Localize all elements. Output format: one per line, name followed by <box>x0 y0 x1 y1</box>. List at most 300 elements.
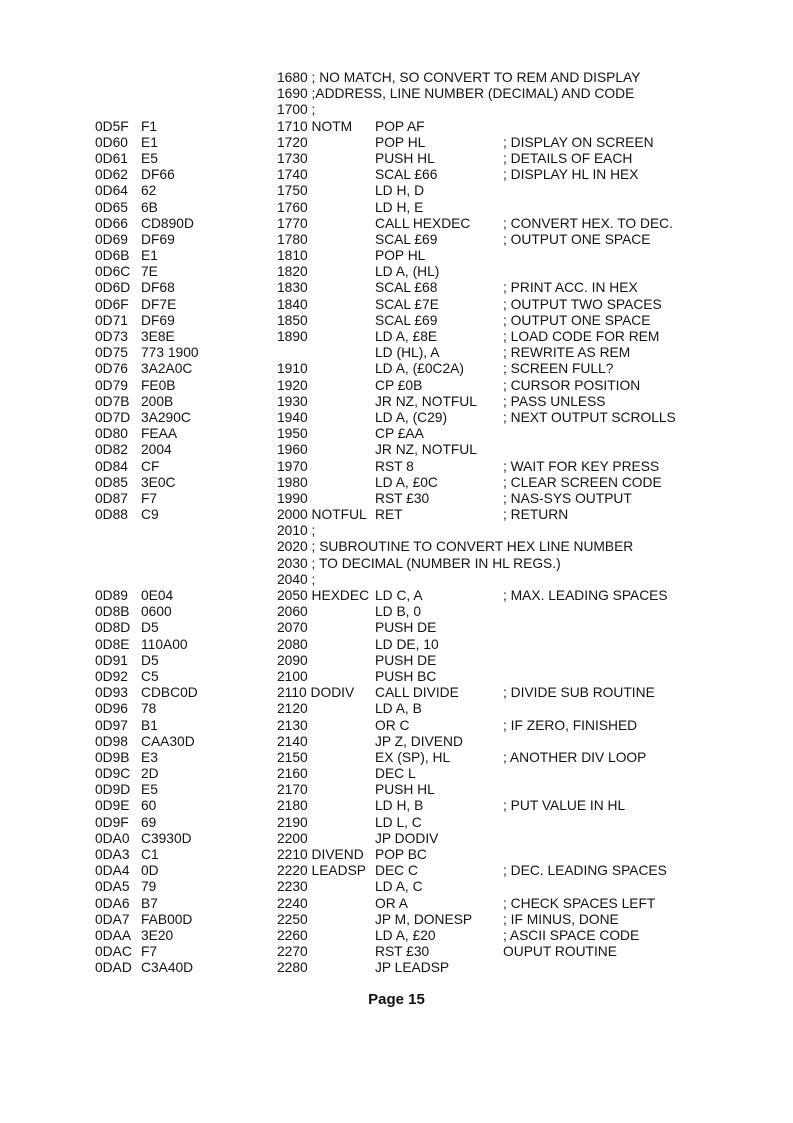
instruction-cell: LD H, E <box>375 199 424 215</box>
comment-cell: ; CLEAR SCREEN CODE <box>503 474 662 490</box>
instruction-cell: LD A, C <box>375 879 423 895</box>
listing-row <box>0 151 793 167</box>
instruction-cell: POP HL <box>375 134 426 150</box>
address-cell: 0D96 <box>95 701 128 717</box>
listing-row <box>0 200 793 216</box>
instruction-cell: LD A, £0C <box>375 474 438 490</box>
address-cell: 0D8B <box>95 604 130 620</box>
line-number-cell <box>277 264 308 280</box>
line-number: 1760 <box>277 199 308 215</box>
instruction-cell: PUSH HL <box>375 150 435 166</box>
machine-code-cell: 110A00 <box>141 636 188 652</box>
machine-code-cell: 200B <box>141 393 174 409</box>
machine-code-cell: CDBC0D <box>141 685 198 701</box>
line-number-cell <box>277 863 366 879</box>
line-number-cell <box>277 782 308 798</box>
comment-cell: ; IF MINUS, DONE <box>503 911 619 927</box>
machine-code-cell: CAA30D <box>141 733 195 749</box>
address-cell: 0D60 <box>95 134 128 150</box>
address-cell: 0DA5 <box>95 879 130 895</box>
instruction-cell: OR A <box>375 895 408 911</box>
machine-code-cell: F1 <box>141 118 158 134</box>
instruction-cell: PUSH DE <box>375 652 437 668</box>
instruction-cell: DEC C <box>375 863 418 879</box>
address-cell: 0D9D <box>95 782 131 798</box>
line-number-cell <box>277 183 308 199</box>
machine-code-cell: 0D <box>141 863 159 879</box>
address-cell: 0D87 <box>95 490 128 506</box>
machine-code-cell: CF <box>141 458 160 474</box>
comment-cell: ; DEC. LEADING SPACES <box>503 863 667 879</box>
address-cell: 0D71 <box>95 312 128 328</box>
address-cell: 0DA0 <box>95 830 130 846</box>
address-cell: 0D62 <box>95 167 128 183</box>
line-number: 2060 <box>277 604 308 620</box>
line-number: 1830 <box>277 280 308 296</box>
line-number-cell <box>277 329 308 345</box>
machine-code-cell: 3A2A0C <box>141 361 193 377</box>
instruction-cell: LD (HL), A <box>375 345 440 361</box>
line-number: 1960 <box>277 442 308 458</box>
inline-comment-text: ; NO MATCH, SO CONVERT TO REM AND DISPLAY <box>307 70 641 85</box>
line-number-cell <box>277 556 561 572</box>
listing-row <box>0 685 793 701</box>
label-cell: LEADSP <box>307 863 366 879</box>
instruction-cell: RST £30 <box>375 944 430 960</box>
inline-comment-text: ;ADDRESS, LINE NUMBER (DECIMAL) AND CODE <box>307 86 635 102</box>
machine-code-cell: DF69 <box>141 312 175 328</box>
machine-code-cell: CD890D <box>141 215 194 231</box>
address-cell: 0D7D <box>95 409 131 425</box>
line-number: 1980 <box>277 474 308 490</box>
instruction-cell: RST £30 <box>375 490 430 506</box>
listing-row <box>0 378 793 394</box>
listing-row <box>0 345 793 361</box>
comment-cell: ; DETAILS OF EACH <box>503 150 633 166</box>
instruction-cell: POP HL <box>375 248 426 264</box>
line-number-cell <box>277 798 308 814</box>
listing-row <box>0 507 793 523</box>
line-number-cell <box>277 216 308 232</box>
line-number: 1700 <box>277 102 308 118</box>
instruction-cell: POP BC <box>375 847 427 862</box>
line-number: 2230 <box>277 879 308 895</box>
line-number: 2000 <box>277 507 308 523</box>
inline-comment-text: ; TO DECIMAL (NUMBER IN HL REGS.) <box>307 555 561 571</box>
line-number: 2010 <box>277 523 308 539</box>
instruction-cell: LD A, (£0C2A) <box>375 361 464 377</box>
machine-code-cell: 3E20 <box>141 927 174 943</box>
listing-row <box>0 928 793 944</box>
address-cell: 0D80 <box>95 426 128 442</box>
machine-code-cell: 79 <box>141 879 157 895</box>
line-number: 1950 <box>277 426 308 442</box>
line-number: 1940 <box>277 409 308 425</box>
listing-row <box>0 588 793 604</box>
machine-code-cell: E5 <box>141 782 158 798</box>
line-number-cell <box>277 701 308 717</box>
line-number-cell <box>277 313 308 329</box>
line-number-cell <box>277 232 308 248</box>
machine-code-cell: D5 <box>141 620 159 636</box>
machine-code-cell: 0600 <box>141 604 172 620</box>
address-cell: 0D84 <box>95 458 128 474</box>
machine-code-cell: F7 <box>141 944 158 960</box>
instruction-cell: SCAL £69 <box>375 312 438 328</box>
line-number: 2090 <box>277 652 308 668</box>
inline-comment-text: ; SUBROUTINE TO CONVERT HEX LINE NUMBER <box>307 539 634 555</box>
instruction-cell: LD B, 0 <box>375 604 422 620</box>
machine-code-cell: DF66 <box>141 167 175 183</box>
machine-code-cell: C3930D <box>141 830 192 846</box>
comment-cell: ; DIVIDE SUB ROUTINE <box>503 685 655 701</box>
listing-row <box>0 329 793 345</box>
instruction-cell: JP Z, DIVEND <box>375 733 463 749</box>
machine-code-cell: 3E0C <box>141 474 176 490</box>
listing-row <box>0 232 793 248</box>
line-number-cell <box>277 620 308 636</box>
address-cell: 0D6D <box>95 280 131 296</box>
instruction-cell: JP DODIV <box>375 830 439 846</box>
instruction-cell: CP £0B <box>375 377 423 393</box>
listing-row <box>0 701 793 717</box>
page-footer: Page 15 <box>368 991 425 1008</box>
listing-row <box>0 847 793 863</box>
comment-cell: ; OUTPUT ONE SPACE <box>503 231 651 247</box>
machine-code-cell: B1 <box>141 717 158 733</box>
address-cell: 0D8D <box>95 620 131 636</box>
machine-code-cell: D5 <box>141 652 159 668</box>
line-number: 2070 <box>277 620 308 636</box>
line-number-cell <box>277 119 352 135</box>
comment-cell: ; CONVERT HEX. TO DEC. <box>503 215 673 231</box>
listing-row <box>0 183 793 199</box>
machine-code-cell: C3A40D <box>141 960 194 976</box>
line-number-cell <box>277 394 308 410</box>
label-cell: DODIV <box>306 685 355 701</box>
comment-cell: ; RETURN <box>503 507 569 523</box>
address-cell: 0D85 <box>95 474 128 490</box>
listing-row <box>0 831 793 847</box>
listing-row <box>0 734 793 750</box>
comment-cell: ; DISPLAY ON SCREEN <box>503 134 654 150</box>
listing-row <box>0 572 793 588</box>
machine-code-cell: FEAA <box>141 426 178 442</box>
instruction-cell: JR NZ, NOTFUL <box>375 393 477 409</box>
instruction-cell: LD A, (HL) <box>375 264 440 280</box>
instruction-cell: CALL HEXDEC <box>375 215 471 231</box>
comment-cell: ; OUTPUT TWO SPACES <box>503 296 662 312</box>
address-cell: 0D7B <box>95 393 130 409</box>
line-number: 1840 <box>277 296 308 312</box>
line-number-cell <box>277 604 308 620</box>
listing-row <box>0 815 793 831</box>
line-number-cell <box>277 960 308 976</box>
line-number: 2170 <box>277 782 308 798</box>
comment-cell: ; PRINT ACC. IN HEX <box>503 280 638 296</box>
line-number: 1770 <box>277 215 308 231</box>
line-number: 1710 <box>277 118 308 134</box>
listing-row <box>0 896 793 912</box>
listing-row <box>0 718 793 734</box>
line-number-cell <box>277 410 308 426</box>
inline-comment-text: ; <box>307 523 316 539</box>
address-cell: 0D82 <box>95 442 128 458</box>
line-number: 2130 <box>277 717 308 733</box>
comment-cell: ; OUTPUT ONE SPACE <box>503 312 651 328</box>
machine-code-cell: E3 <box>141 749 158 765</box>
listing-row <box>0 361 793 377</box>
listing-row <box>0 669 793 685</box>
address-cell: 0D73 <box>95 329 128 344</box>
machine-code-cell: 6B <box>141 199 158 215</box>
line-number: 1910 <box>277 361 308 377</box>
comment-cell: ; IF ZERO, FINISHED <box>503 717 638 733</box>
address-cell: 0D9C <box>95 766 131 782</box>
address-cell: 0DAC <box>95 944 132 960</box>
listing-row <box>0 135 793 151</box>
machine-code-cell: DF68 <box>141 280 175 296</box>
address-cell: 0DA7 <box>95 911 130 927</box>
instruction-cell: SCAL £66 <box>375 167 438 183</box>
line-number-cell <box>277 750 308 766</box>
line-number: 2150 <box>277 749 308 765</box>
machine-code-cell: 62 <box>141 183 157 199</box>
line-number-cell <box>277 653 308 669</box>
line-number-cell <box>277 588 369 604</box>
machine-code-cell: C5 <box>141 668 159 684</box>
address-cell: 0D6B <box>95 248 130 264</box>
line-number: 1850 <box>277 312 308 328</box>
line-number: 2030 <box>277 555 308 571</box>
address-cell: 0D6C <box>95 264 131 280</box>
listing-row <box>0 766 793 782</box>
line-number-cell <box>277 896 308 912</box>
address-cell: 0D93 <box>95 685 128 701</box>
line-number: 2220 <box>277 863 308 879</box>
line-number-cell <box>277 944 308 960</box>
listing-row <box>0 620 793 636</box>
instruction-cell: LD H, B <box>375 798 424 814</box>
line-number: 2240 <box>277 895 308 911</box>
line-number-cell <box>277 151 308 167</box>
machine-code-cell: F7 <box>141 490 158 506</box>
line-number-cell <box>277 86 634 102</box>
line-number-cell <box>277 685 354 701</box>
line-number-cell <box>277 637 308 653</box>
listing-row <box>0 556 793 572</box>
comment-cell: ; WAIT FOR KEY PRESS <box>503 458 660 474</box>
comment-cell: ; DISPLAY HL IN HEX <box>503 167 639 183</box>
listing-row <box>0 523 793 539</box>
listing-row <box>0 119 793 135</box>
line-number: 2110 <box>277 685 307 701</box>
instruction-cell: LD A, £8E <box>375 329 438 344</box>
line-number-cell <box>277 766 308 782</box>
instruction-cell: LD A, B <box>375 701 422 717</box>
line-number: 1680 <box>277 70 308 85</box>
instruction-cell: SCAL £69 <box>375 231 438 247</box>
address-cell: 0D69 <box>95 231 128 247</box>
line-number: 2270 <box>277 944 308 960</box>
machine-code-cell: C9 <box>141 507 159 523</box>
machine-code-cell: DF7E <box>141 296 177 312</box>
instruction-cell: LD A, £20 <box>375 927 436 943</box>
instruction-cell: EX (SP), HL <box>375 749 451 765</box>
listing-row <box>0 798 793 814</box>
line-number: 2180 <box>277 798 308 814</box>
address-cell: 0D64 <box>95 183 128 199</box>
label-cell: NOTFUL <box>307 507 367 523</box>
address-cell: 0D97 <box>95 717 128 733</box>
listing-row <box>0 216 793 232</box>
address-cell: 0DA6 <box>95 895 130 911</box>
line-number-cell <box>277 361 308 377</box>
listing-row <box>0 782 793 798</box>
instruction-cell: RST 8 <box>375 458 414 474</box>
line-number-cell <box>277 459 308 475</box>
label-cell: NOTM <box>307 118 353 134</box>
instruction-cell: LD DE, 10 <box>375 636 439 652</box>
line-number-cell <box>277 248 308 264</box>
listing-row <box>0 248 793 264</box>
line-number-cell <box>277 539 633 555</box>
instruction-cell: CALL DIVIDE <box>375 685 459 701</box>
listing-row <box>0 750 793 766</box>
line-number: 2020 <box>277 539 308 555</box>
inline-comment-text: ; <box>307 102 316 118</box>
line-number-cell <box>277 572 315 588</box>
instruction-cell: LD A, (C29) <box>375 409 448 425</box>
instruction-cell: JP M, DONESP <box>375 911 473 927</box>
line-number: 2200 <box>277 830 308 846</box>
line-number-cell <box>277 831 308 847</box>
address-cell: 0D91 <box>95 652 128 668</box>
instruction-cell: SCAL £7E <box>375 296 439 312</box>
listing-row <box>0 442 793 458</box>
address-cell: 0D61 <box>95 150 128 166</box>
line-number-cell <box>277 912 308 928</box>
address-cell: 0DA3 <box>95 847 130 862</box>
machine-code-cell: E5 <box>141 150 158 166</box>
listing-row <box>0 960 793 976</box>
inline-comment-text: ; <box>307 571 316 587</box>
line-number-cell <box>277 507 367 523</box>
line-number-cell <box>277 102 315 118</box>
listing-row <box>0 653 793 669</box>
instruction-cell: LD C, A <box>375 588 423 603</box>
listing-row <box>0 410 793 426</box>
listing-row <box>0 297 793 313</box>
machine-code-cell: B7 <box>141 895 158 911</box>
line-number: 1890 <box>277 329 308 344</box>
line-number-cell <box>277 426 308 442</box>
address-cell: 0D66 <box>95 215 128 231</box>
line-number: 1750 <box>277 183 308 199</box>
instruction-cell: PUSH DE <box>375 620 437 636</box>
line-number-cell <box>277 280 308 296</box>
machine-code-cell: DF69 <box>141 231 175 247</box>
machine-code-cell: 2004 <box>141 442 172 458</box>
instruction-cell: JP LEADSP <box>375 960 450 976</box>
listing-row <box>0 637 793 653</box>
line-number: 2190 <box>277 814 308 830</box>
line-number: 2040 <box>277 571 308 587</box>
line-number: 1930 <box>277 393 308 409</box>
line-number-cell <box>277 847 364 863</box>
line-number: 2080 <box>277 636 308 652</box>
listing-row <box>0 539 793 555</box>
comment-cell: ; PUT VALUE IN HL <box>503 798 626 814</box>
address-cell: 0D9B <box>95 749 130 765</box>
line-number-cell <box>277 734 308 750</box>
line-number-cell <box>277 491 308 507</box>
listing-row <box>0 264 793 280</box>
listing-row <box>0 491 793 507</box>
listing-row <box>0 879 793 895</box>
line-number-cell <box>277 378 308 394</box>
address-cell: 0D98 <box>95 733 128 749</box>
instruction-cell: CP £AA <box>375 426 424 442</box>
line-number-cell <box>277 70 640 86</box>
line-number-cell <box>277 167 308 183</box>
line-number: 1990 <box>277 490 308 506</box>
instruction-cell: SCAL £68 <box>375 280 438 296</box>
comment-cell: ; CHECK SPACES LEFT <box>503 895 656 911</box>
line-number-cell <box>277 718 308 734</box>
address-cell: 0D92 <box>95 668 128 684</box>
listing-row <box>0 280 793 296</box>
listing-row <box>0 863 793 879</box>
line-number: 1810 <box>277 248 308 264</box>
line-number: 1970 <box>277 458 308 474</box>
machine-code-cell: 60 <box>141 798 157 814</box>
instruction-cell: RET <box>375 507 403 523</box>
line-number-cell <box>277 475 308 491</box>
machine-code-cell: 3E8E <box>141 329 175 344</box>
line-number: 1720 <box>277 134 308 150</box>
line-number: 2120 <box>277 701 308 717</box>
instruction-cell: DEC L <box>375 766 416 782</box>
line-number: 2280 <box>277 960 308 976</box>
line-number-cell <box>277 297 308 313</box>
line-number: 1690 <box>277 86 308 102</box>
comment-cell: ; PASS UNLESS <box>503 393 606 409</box>
line-number: 1780 <box>277 231 308 247</box>
line-number: 2100 <box>277 668 308 684</box>
line-number-cell <box>277 879 308 895</box>
assembly-listing <box>0 70 793 977</box>
comment-cell: ; NEXT OUTPUT SCROLLS <box>503 409 676 425</box>
line-number: 2210 <box>277 847 308 862</box>
address-cell: 0DAA <box>95 927 132 943</box>
address-cell: 0D9E <box>95 798 130 814</box>
line-number-cell <box>277 928 308 944</box>
listing-row <box>0 102 793 118</box>
line-number: 2160 <box>277 766 308 782</box>
address-cell: 0D6F <box>95 296 129 312</box>
comment-cell: ; SCREEN FULL? <box>503 361 614 377</box>
comment-cell: ; LOAD CODE FOR REM <box>503 329 660 344</box>
machine-code-cell: E1 <box>141 248 158 264</box>
line-number-cell <box>277 669 308 685</box>
comment-cell: ; REWRITE AS REM <box>503 345 631 361</box>
instruction-cell: JR NZ, NOTFUL <box>375 442 477 458</box>
machine-code-cell: C1 <box>141 847 159 862</box>
line-number-cell <box>277 200 308 216</box>
address-cell: 0D9F <box>95 814 129 830</box>
machine-code-cell: 3A290C <box>141 409 191 425</box>
